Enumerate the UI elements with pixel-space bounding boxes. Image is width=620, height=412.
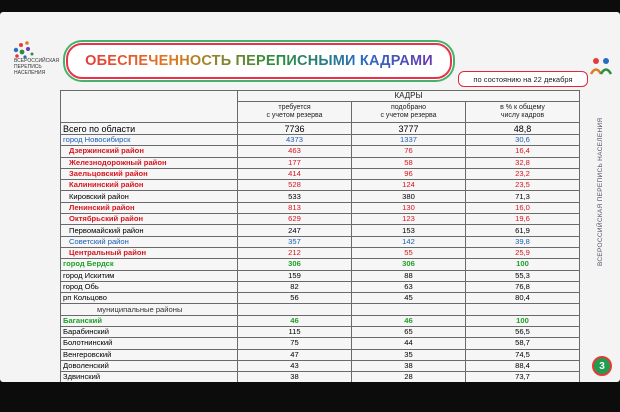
row-percent: 25,9: [466, 247, 580, 258]
table-row: [61, 146, 580, 157]
page-number-badge: 3: [592, 356, 612, 376]
logo-line-2: ПЕРЕПИСЬ: [14, 64, 42, 70]
table-row: [61, 168, 580, 179]
row-required: 56: [238, 293, 352, 304]
row-selected: 35: [352, 349, 466, 360]
row-selected: 130: [352, 202, 466, 213]
row-selected: [352, 304, 466, 315]
table-row: [61, 372, 580, 382]
row-selected: 65: [352, 327, 466, 338]
row-percent: 73,7: [466, 372, 580, 382]
row-selected: 142: [352, 236, 466, 247]
staffing-table: [60, 90, 580, 382]
slide-title: ОБЕСПЕЧЕННОСТЬ ПЕРЕПИСНЫМИ КАДРАМИ: [85, 53, 433, 69]
row-name: Железнодорожный район: [61, 157, 238, 168]
table-row: [61, 225, 580, 236]
table-row: [61, 214, 580, 225]
row-required: 212: [238, 247, 352, 258]
people-icon: [588, 54, 614, 80]
row-percent: 80,4: [466, 293, 580, 304]
row-name: Баганский: [61, 315, 238, 326]
row-percent: 55,3: [466, 270, 580, 281]
row-percent: 32,8: [466, 157, 580, 168]
row-name: город Искитим: [61, 270, 238, 281]
total-percent: 48,8: [466, 123, 580, 135]
row-percent: 58,7: [466, 338, 580, 349]
staffing-table-container: [60, 90, 580, 382]
row-percent: 71,3: [466, 191, 580, 202]
row-name: Кировский район: [61, 191, 238, 202]
row-name: Первомайский район: [61, 225, 238, 236]
total-selected: 3777: [352, 123, 466, 135]
table-row: [61, 304, 580, 315]
table-row: [61, 349, 580, 360]
row-required: 82: [238, 281, 352, 292]
table-header-row-1: [61, 91, 580, 102]
row-percent: 100: [466, 259, 580, 270]
table-row: [61, 360, 580, 371]
table-row: [61, 259, 580, 270]
row-name: Здвинский: [61, 372, 238, 382]
row-selected: 153: [352, 225, 466, 236]
row-required: 38: [238, 372, 352, 382]
row-name: Октябрьский район: [61, 214, 238, 225]
table-row: [61, 247, 580, 258]
row-required: 528: [238, 180, 352, 191]
row-percent: [466, 304, 580, 315]
row-selected: 306: [352, 259, 466, 270]
row-required: 43: [238, 360, 352, 371]
row-percent: 61,9: [466, 225, 580, 236]
logo-line-1: ВСЕРОССИЙСКАЯ: [14, 58, 60, 64]
row-selected: 63: [352, 281, 466, 292]
row-name: город Новосибирск: [61, 135, 238, 146]
row-name: город Бердск: [61, 259, 238, 270]
row-name: Барабинский: [61, 327, 238, 338]
row-name: Советский район: [61, 236, 238, 247]
table-row: [61, 281, 580, 292]
row-required: 4373: [238, 135, 352, 146]
row-selected: 58: [352, 157, 466, 168]
row-name: Болотнинский: [61, 338, 238, 349]
row-selected: 88: [352, 270, 466, 281]
table-row: [61, 338, 580, 349]
table-row: [61, 315, 580, 326]
table-row: [61, 270, 580, 281]
corner-cell: [61, 91, 238, 123]
row-selected: 38: [352, 360, 466, 371]
row-required: 357: [238, 236, 352, 247]
total-name: Всего по области: [61, 123, 238, 135]
row-required: 247: [238, 225, 352, 236]
row-selected: 123: [352, 214, 466, 225]
row-name: Заельцовский район: [61, 168, 238, 179]
row-percent: 23,5: [466, 180, 580, 191]
table-row: [61, 293, 580, 304]
table-row-total: [61, 123, 580, 135]
table-row: [61, 180, 580, 191]
row-required: 47: [238, 349, 352, 360]
row-required: 75: [238, 338, 352, 349]
row-selected: 46: [352, 315, 466, 326]
row-percent: 100: [466, 315, 580, 326]
row-required: 159: [238, 270, 352, 281]
column-header-selected: подобрано с учетом резерва: [352, 102, 466, 123]
row-name: город Обь: [61, 281, 238, 292]
row-name: Венгеровский: [61, 349, 238, 360]
row-percent: 56,5: [466, 327, 580, 338]
row-percent: 74,5: [466, 349, 580, 360]
title-banner: [66, 43, 452, 79]
presentation-slide: [0, 12, 620, 382]
row-name: Дзержинский район: [61, 146, 238, 157]
logo-text: [14, 58, 64, 76]
column-header-required: требуется с учетом резерва: [238, 102, 352, 123]
table-row: [61, 191, 580, 202]
logo-line-3: НАСЕЛЕНИЯ: [14, 70, 46, 76]
row-name: Ленинский район: [61, 202, 238, 213]
row-percent: 88,4: [466, 360, 580, 371]
row-percent: 16,4: [466, 146, 580, 157]
row-required: 115: [238, 327, 352, 338]
row-selected: 76: [352, 146, 466, 157]
row-percent: 23,2: [466, 168, 580, 179]
row-selected: 96: [352, 168, 466, 179]
row-required: 306: [238, 259, 352, 270]
table-body: [61, 123, 580, 383]
row-selected: 45: [352, 293, 466, 304]
row-required: 46: [238, 315, 352, 326]
row-name: рп Кольцово: [61, 293, 238, 304]
row-percent: 39,8: [466, 236, 580, 247]
table-row: [61, 327, 580, 338]
table-row: [61, 236, 580, 247]
row-required: 533: [238, 191, 352, 202]
total-required: 7736: [238, 123, 352, 135]
row-selected: 124: [352, 180, 466, 191]
row-selected: 380: [352, 191, 466, 202]
row-percent: 76,8: [466, 281, 580, 292]
row-selected: 55: [352, 247, 466, 258]
row-percent: 19,6: [466, 214, 580, 225]
date-note: по состоянию на 22 декабря: [458, 71, 588, 87]
row-required: [238, 304, 352, 315]
row-name: Центральный район: [61, 247, 238, 258]
table-row: [61, 157, 580, 168]
row-percent: 16,0: [466, 202, 580, 213]
group-header-kadry: КАДРЫ: [238, 91, 580, 102]
table-row: [61, 202, 580, 213]
row-selected: 28: [352, 372, 466, 382]
row-required: 177: [238, 157, 352, 168]
row-percent: 30,6: [466, 135, 580, 146]
column-header-percent: в % к общему числу кадров: [466, 102, 580, 123]
table-row: [61, 135, 580, 146]
sidebar-vertical-text: ВСЕРОССИЙСКАЯ ПЕРЕПИСЬ НАСЕЛЕНИЯ: [597, 117, 604, 267]
row-name: Калининский район: [61, 180, 238, 191]
row-selected: 44: [352, 338, 466, 349]
row-name: муниципальные районы: [61, 304, 238, 315]
row-required: 813: [238, 202, 352, 213]
row-required: 414: [238, 168, 352, 179]
row-required: 629: [238, 214, 352, 225]
row-required: 463: [238, 146, 352, 157]
row-selected: 1337: [352, 135, 466, 146]
row-name: Доволенский: [61, 360, 238, 371]
